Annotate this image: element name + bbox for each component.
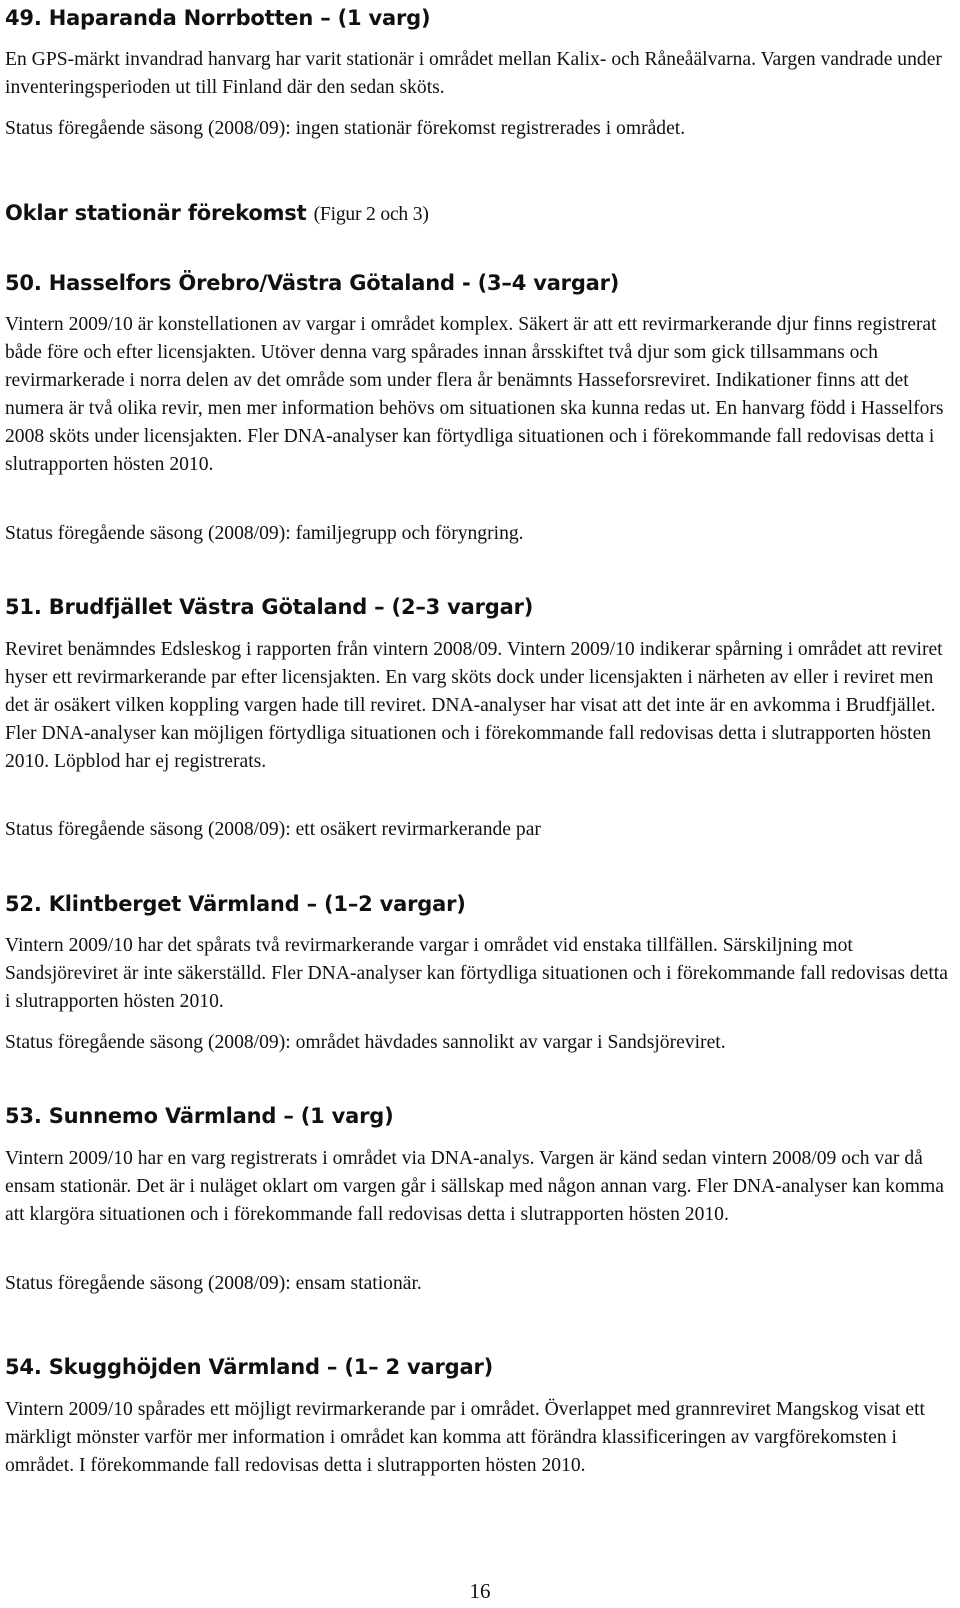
section-body-50: Vintern 2009/10 är konstellationen av vargar i området komplex. Säkert är att ett revirmarkerande djur finns registrerat både före och efter licensjakten. Utöver denna varg spårades innan årsskiftet två djur som gick tillsammans och revirmarkerade i norra delen av det område som under flera år benämnts Hasseforsreviret. Indikationer finns att det numera är två olika revir, men mer information behövs om situationen ska kunna redas ut. En hanvarg född i Hasselfors 2008 sköts under licensjakten. Fler DNA-analyser kan förtydliga situationen och i förekommande fall redovisas detta i slutrapporten hösten 2010. (5, 314, 944, 475)
section-body-52: Vintern 2009/10 har det spårats två revirmarkerande vargar i området vid enstaka tillfällen. Särskiljning mot Sandsjöreviret är inte säkerställd. Fler DNA-analyser kan förtydliga situationen och i förekommande fall redovisas detta i slutrapporten hösten 2010. (5, 935, 948, 1012)
subsection-heading (5, 199, 429, 229)
section-heading-51: 51. Brudfjället Västra Götaland – (2–3 vargar) (5, 595, 534, 619)
section-body-53: Vintern 2009/10 har en varg registrerats i området via DNA-analys. Vargen är känd sedan vintern 2008/09 och var då ensam stationär. Det är i nuläget oklart om vargen går i sällskap med någon annan varg. Fler DNA-analyser kan komma att klargöra situationen och i förekommande fall redovisas detta i slutrapporten hösten 2010. (5, 1148, 944, 1225)
section-heading-52: 52. Klintberget Värmland – (1–2 vargar) (5, 892, 466, 916)
section-status-50: Status föregående säsong (2008/09): familjegrupp och föryngring. (5, 523, 524, 544)
section-heading-50: 50. Hasselfors Örebro/Västra Götaland - (3–4 vargar) (5, 271, 620, 295)
section-heading-53: 53. Sunnemo Värmland – (1 varg) (5, 1104, 394, 1128)
section-body-49: En GPS-märkt invandrad hanvarg har varit stationär i området mellan Kalix- och Råneåälvarna. Vargen vandrade under inventeringsperioden ut till Finland där den sedan sköts. (5, 49, 942, 98)
section-heading-49: 49. Haparanda Norrbotten – (1 varg) (5, 6, 431, 30)
page-number: 16 (469, 1579, 491, 1603)
section-status-53: Status föregående säsong (2008/09): ensam stationär. (5, 1273, 422, 1294)
subsection-title: Oklar stationär förekomst (5, 201, 307, 225)
figure-reference: (Figur 2 och 3) (313, 204, 429, 225)
section-body-51: Reviret benämndes Edsleskog i rapporten från vintern 2008/09. Vintern 2009/10 indikerar spårning i området att reviret hyser ett revirmarkerande par efter licensjakten. En varg sköts dock under licensjakten i närheten av eller i reviret men det är osäkert vilken koppling vargen hade till reviret. DNA-analyser har visat att det inte är en avkomma i Brudfjället. Fler DNA-analyser kan möjligen förtydliga situationen och i förekommande fall redovisas detta i slutrapporten hösten 2010. Löpblod har ej registrerats. (5, 639, 943, 772)
section-status-52: Status föregående säsong (2008/09): området hävdades sannolikt av vargar i Sandsjöreviret. (5, 1032, 726, 1053)
section-body-54: Vintern 2009/10 spårades ett möjligt revirmarkerande par i området. Överlappet med grannreviret Mangskog visat ett märkligt mönster varför mer information i området kan komma att förändra klassificeringen av vargförekomsten i området. I förekommande fall redovisas detta i slutrapporten hösten 2010. (5, 1399, 925, 1476)
section-status-51: Status föregående säsong (2008/09): ett osäkert revirmarkerande par (5, 819, 541, 840)
section-heading-54: 54. Skugghöjden Värmland – (1– 2 vargar) (5, 1355, 494, 1379)
section-status-49: Status föregående säsong (2008/09): ingen stationär förekomst registrerades i området. (5, 118, 686, 139)
